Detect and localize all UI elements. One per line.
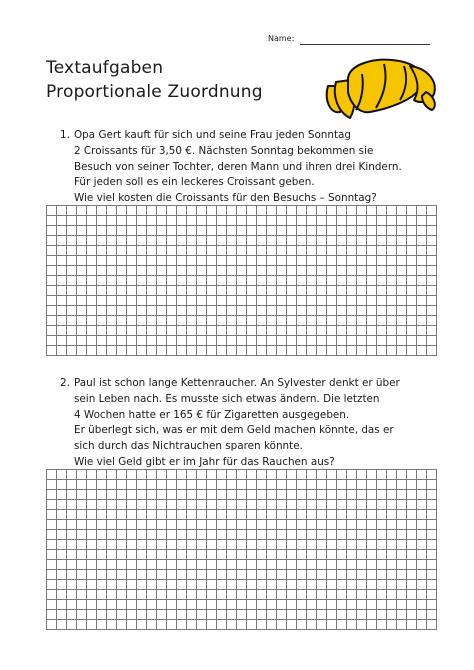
task-2 xyxy=(60,376,420,471)
worksheet-title-line-2: Proportionale Zuordnung xyxy=(46,82,263,102)
croissant-illustration xyxy=(322,52,440,124)
task-1 xyxy=(60,128,420,207)
task-2-line-1: Paul ist schon lange Kettenraucher. An Sylvester denkt er über xyxy=(74,377,400,389)
answer-grid-1[interactable] xyxy=(46,205,437,356)
name-label: Name: xyxy=(268,34,295,43)
worksheet-title-line-1: Textaufgaben xyxy=(46,58,164,78)
task-1-line-5: Wie viel kosten die Croissants für den Besuchs – Sonntag? xyxy=(74,192,377,205)
task-1-line-2: 2 Croissants für 3,50 €. Nächsten Sonntag bekommen sie xyxy=(74,144,374,157)
name-line xyxy=(300,44,430,45)
task-2-number: 2. xyxy=(60,377,70,389)
task-2-line-4: Er überlegt sich, was er mit dem Geld machen könnte, das er xyxy=(74,424,394,437)
answer-grid-2[interactable] xyxy=(46,469,437,630)
task-1-line-3: Besuch von seiner Tochter, deren Mann und ihren drei Kindern. xyxy=(74,160,402,173)
task-2-line-5: sich durch das Nichtrauchen sparen könnte. xyxy=(74,440,303,453)
task-2-line-6: Wie viel Geld gibt er im Jahr für das Rauchen aus? xyxy=(74,455,335,468)
task-2-line-2: sein Leben nach. Es musste sich etwas ändern. Die letzten xyxy=(74,392,380,405)
task-1-line-4: Für jeden soll es ein leckeres Croissant geben. xyxy=(74,176,315,189)
task-2-line-3: 4 Wochen hatte er 165 € für Zigaretten ausgegeben. xyxy=(74,408,350,421)
task-1-line-1: Opa Gert kauft für sich und seine Frau jeden Sonntag xyxy=(74,129,352,141)
task-1-number: 1. xyxy=(60,129,70,141)
